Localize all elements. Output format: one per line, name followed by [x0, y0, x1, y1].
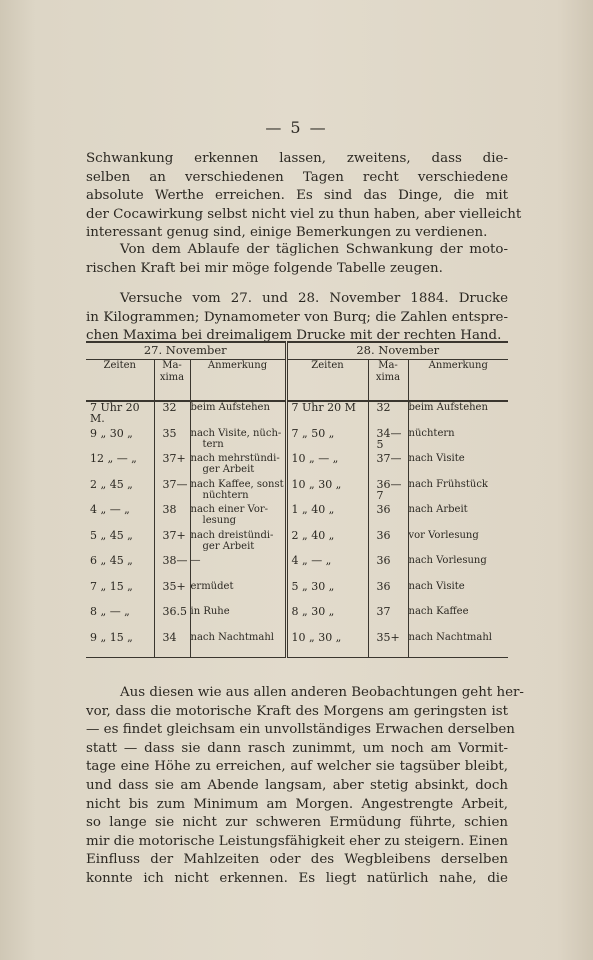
cell-note-line: nach dreistündi- [190, 529, 274, 541]
cell-note [190, 530, 286, 556]
cell-max: 32 [368, 401, 408, 428]
text-line: Versuche vom 27. und 28. November 1884. Drucke [120, 291, 508, 306]
cell-max: 37— [368, 453, 408, 479]
cell-time: 2 „ 45 „ [86, 479, 154, 505]
cell-note-line: lesung [202, 515, 237, 526]
table-row [86, 504, 508, 530]
text-line: in Kilogrammen; Dynamometer von Burq; die Zahlen entspre- [86, 309, 508, 325]
cell-time: 7 Uhr 20 M [286, 401, 368, 428]
cell-note [190, 632, 286, 658]
cell-time: 12 „ — „ [86, 453, 154, 479]
text-line: und dass sie am Abende langsam, aber stetig absinkt, doch [86, 777, 508, 793]
col-header-time: Zeiten [86, 360, 154, 402]
text-line: selben an verschiedenen Tagen recht verschiedene [86, 169, 508, 185]
cell-note-line: ermüdet [190, 580, 234, 592]
cell-note: nüchtern [408, 427, 455, 439]
paragraph-schwankung [86, 241, 508, 278]
cell-note-line: beim Aufstehen [190, 402, 270, 413]
cell-note-line: nach Nachtmahl [190, 631, 274, 643]
cell-note: nach Visite [408, 453, 465, 464]
cell-time: 2 „ 40 „ [286, 530, 368, 556]
cell-max: 36 [368, 504, 408, 530]
cell-time: 7 „ 50 „ [286, 428, 368, 454]
cell-max: 36 [368, 530, 408, 556]
text-line: tage eine Höhe zu erreichen, auf welcher sie tagsüber bleibt, [86, 759, 508, 775]
cell-max: 38 [154, 504, 190, 530]
cell-note-line: nüchtern [202, 489, 249, 501]
cell-note [190, 453, 286, 479]
text-line: der Cocawirkung selbst nicht viel zu thun haben, aber vielleicht [86, 206, 522, 222]
cell-time: 1 „ 40 „ [286, 504, 368, 530]
cell-time: 10 „ 30 „ [286, 632, 368, 658]
text-line: Einfluss der Mahlzeiten oder des Wegbleibens derselben [86, 852, 508, 868]
cell-max: 32 [154, 401, 190, 428]
cell-time: 9 „ 30 „ [86, 428, 154, 454]
cell-time: 8 „ 30 „ [286, 606, 368, 632]
cell-max: 37— [154, 479, 190, 505]
cell-note [190, 401, 286, 428]
table-row [86, 555, 508, 581]
cell-time: 4 „ — „ [286, 555, 368, 581]
cell-note-line: nach mehrstündi- [190, 453, 280, 464]
table-row [86, 428, 508, 454]
cell-max: 34—5 [368, 428, 408, 454]
cell-note-line: ger Arbeit [202, 540, 255, 552]
cell-note: nach Frühstück [408, 478, 488, 490]
cell-note: vor Vorlesung [408, 529, 479, 541]
cell-note-line: — [190, 555, 201, 566]
cell-max: 35+ [154, 581, 190, 607]
text-line: statt — dass sie dann rasch zunimmt, um noch am Vormit- [86, 740, 508, 756]
cell-max: 36 [368, 581, 408, 607]
table-row [86, 401, 508, 428]
cell-note-line: nach Visite, nüch- [190, 427, 282, 439]
cell-time: 5 „ 45 „ [86, 530, 154, 556]
col-header-note: Anmerkung [408, 360, 508, 402]
cell-note-line: tern [202, 438, 224, 450]
dynamometer-table [86, 341, 508, 662]
table-row [86, 530, 508, 556]
cell-time: 5 „ 30 „ [286, 581, 368, 607]
text-line: Von dem Ablaufe der täglichen Schwankung der moto- [120, 242, 508, 257]
cell-note-line: nach einer Vor- [190, 504, 269, 515]
cell-note-line: ger Arbeit [202, 464, 255, 475]
cell-note: beim Aufstehen [408, 402, 488, 413]
table-row [86, 479, 508, 505]
text-line: mir die motorische Leistungsfähigkeit eher zu steigern. Einen [86, 833, 508, 849]
text-line: vor, dass die motorische Kraft des Morgens am geringsten ist [86, 703, 508, 719]
cell-max: 35+ [368, 632, 408, 658]
col-header-note: Anmerkung [190, 360, 286, 402]
cell-note [190, 555, 286, 581]
paragraph-versuche [86, 290, 508, 346]
cell-note: nach Nachtmahl [408, 631, 492, 643]
cell-max: 36.5 [154, 606, 190, 632]
paragraph-conclusion [86, 684, 524, 889]
cell-note [190, 504, 286, 530]
cell-note: nach Vorlesung [408, 555, 487, 566]
cell-time: 9 „ 15 „ [86, 632, 154, 658]
cell-max: 37 [368, 606, 408, 632]
col-header-max: Ma- xima [154, 360, 190, 402]
text-line: rischen Kraft bei mir möge folgende Tabelle zeugen. [86, 260, 443, 276]
col-header-time: Zeiten [286, 360, 368, 402]
cell-max: 37+ [154, 453, 190, 479]
cell-time: 7 „ 15 „ [86, 581, 154, 607]
text-line: Schwankung erkennen lassen, zweitens, dass die- [86, 151, 508, 166]
text-line: chen Maxima bei dreimaligem Drucke mit der rechten Hand. [86, 328, 502, 344]
cell-time: 6 „ 45 „ [86, 555, 154, 581]
cell-max: 36—7 [368, 479, 408, 505]
cell-note: nach Arbeit [408, 504, 468, 515]
text-line: interessant genug sind, einige Bemerkungen zu verdienen. [86, 225, 488, 241]
table-row [86, 581, 508, 607]
cell-time: 4 „ — „ [86, 504, 154, 530]
text-line: absolute Werthe erreichen. Es sind das Dinge, die mit [86, 188, 508, 204]
table-row [86, 632, 508, 658]
text-line: so lange sie nicht zur schweren Ermüdung führte, schien [86, 815, 508, 831]
paragraph-intro [86, 150, 522, 243]
table-body [86, 401, 508, 658]
cell-time: 7 Uhr 20 M. [86, 401, 154, 428]
cell-time: 10 „ — „ [286, 453, 368, 479]
group-header-28: 28. November [286, 342, 508, 360]
cell-max: 37+ [154, 530, 190, 556]
cell-max: 34 [154, 632, 190, 658]
table-row [86, 606, 508, 632]
text-line: nicht bis zum Minimum am Morgen. Angestrengte Arbeit, [86, 796, 508, 812]
cell-time: 8 „ — „ [86, 606, 154, 632]
text-line: — es findet gleichsam ein unvollständiges Erwachen derselben [86, 722, 515, 738]
cell-note [190, 606, 286, 632]
cell-time: 10 „ 30 „ [286, 479, 368, 505]
group-header-27: 27. November [86, 342, 286, 360]
cell-max: 38— [154, 555, 190, 581]
col-header-max: Ma- xima [368, 360, 408, 402]
cell-note [190, 581, 286, 607]
cell-note-line: in Ruhe [190, 606, 230, 617]
cell-note [190, 479, 286, 505]
cell-note: nach Visite [408, 580, 465, 592]
page-number: — 5 — [265, 118, 328, 137]
table-row [86, 453, 508, 479]
cell-note-line: nach Kaffee, sonst [190, 478, 284, 490]
cell-max: 35 [154, 428, 190, 454]
text-line: Aus diesen wie aus allen anderen Beobachtungen geht her- [120, 685, 524, 700]
cell-note [190, 428, 286, 454]
cell-max: 36 [368, 555, 408, 581]
text-line: konnte ich nicht erkennen. Es liegt natürlich nahe, die [86, 870, 508, 886]
cell-note: nach Kaffee [408, 606, 469, 617]
